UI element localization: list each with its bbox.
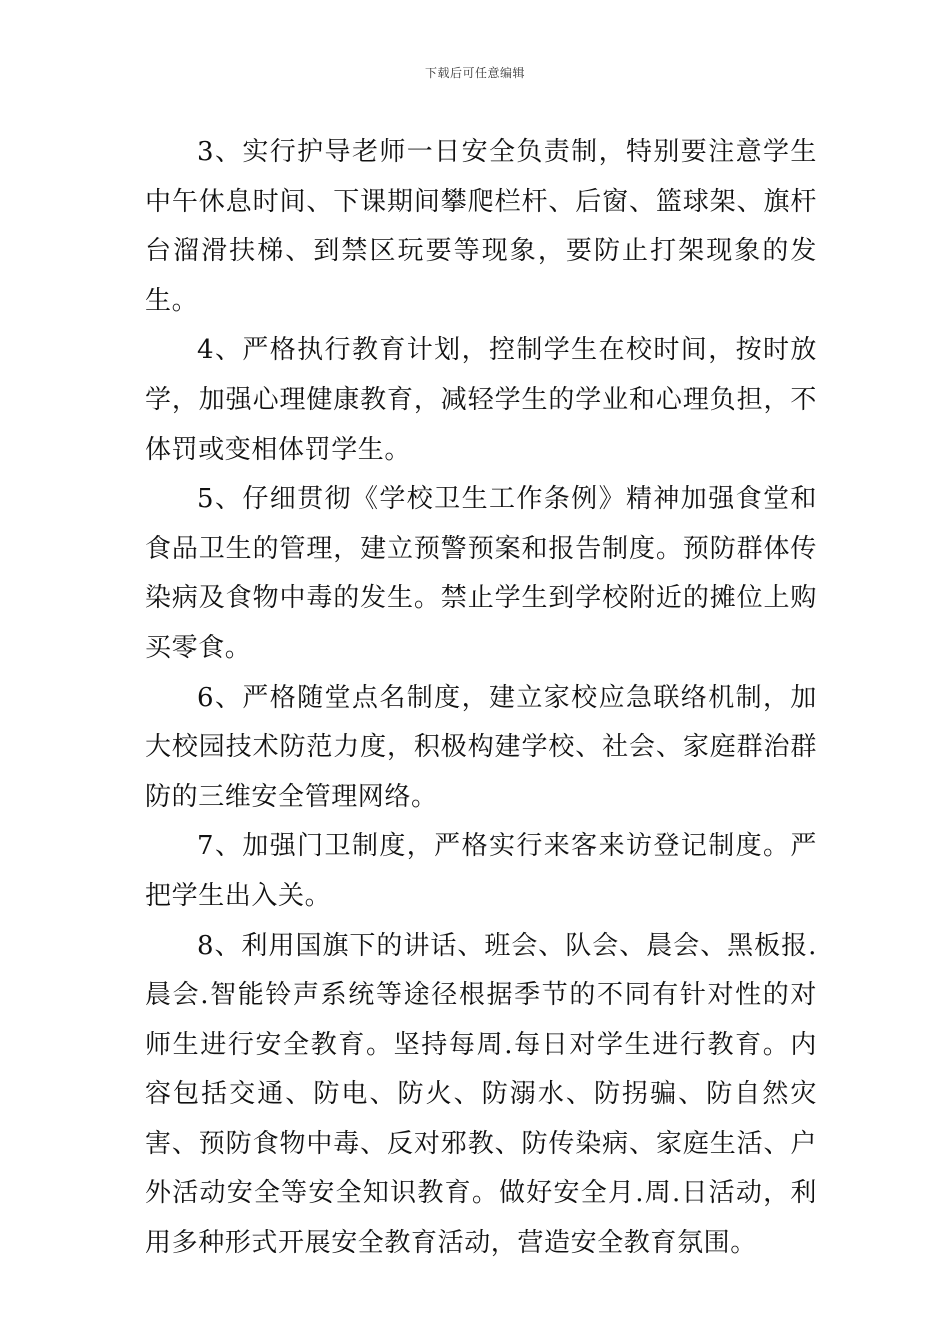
paragraph-item-3: 3、实行护导老师一日安全负责制，特别要注意学生中午休息时间、下课期间攀爬栏杆、后窗、篮球架、旗杆台溜滑扶梯、到禁区玩要等现象，要防止打架现象的发生。 <box>145 137 817 316</box>
paragraph-item-5: 5、仔细贯彻《学校卫生工作条例》精神加强食堂和食品卫生的管理，建立预警预案和报告制度。预防群体传染病及食物中毒的发生。禁止学生到学校附近的摊位上购买零食。 <box>145 484 817 663</box>
paragraph-item-7: 7、加强门卫制度，严格实行来客来访登记制度。严把学生出入关。 <box>145 831 817 911</box>
paragraph-item-6: 6、严格随堂点名制度，建立家校应急联络机制，加大校园技术防范力度，积极构建学校、社会、家庭群治群防的三维安全管理网络。 <box>145 682 817 812</box>
paragraph-item-8: 8、利用国旗下的讲话、班会、队会、晨会、黑板报.晨会.智能铃声系统等途径根据季节的不同有针对性的对师生进行安全教育。坚持每周.每日对学生进行教育。内容包括交通、防电、防火、防溺水、防拐骗、防自然灾害、预防食物中毒、反对邪教、防传染病、家庭生活、户外活动安全等安全知识教育。做好安全月.周.日活动，利用多种形式开展安全教育活动，营造安全教育氛围。 <box>145 930 817 1259</box>
paragraph-item-4: 4、严格执行教育计划，控制学生在校时间，按时放学，加强心理健康教育，减轻学生的学业和心理负担，不体罚或变相体罚学生。 <box>145 335 817 465</box>
document-body <box>145 128 817 1269</box>
header-note: 下载后可任意编辑 <box>424 66 525 80</box>
